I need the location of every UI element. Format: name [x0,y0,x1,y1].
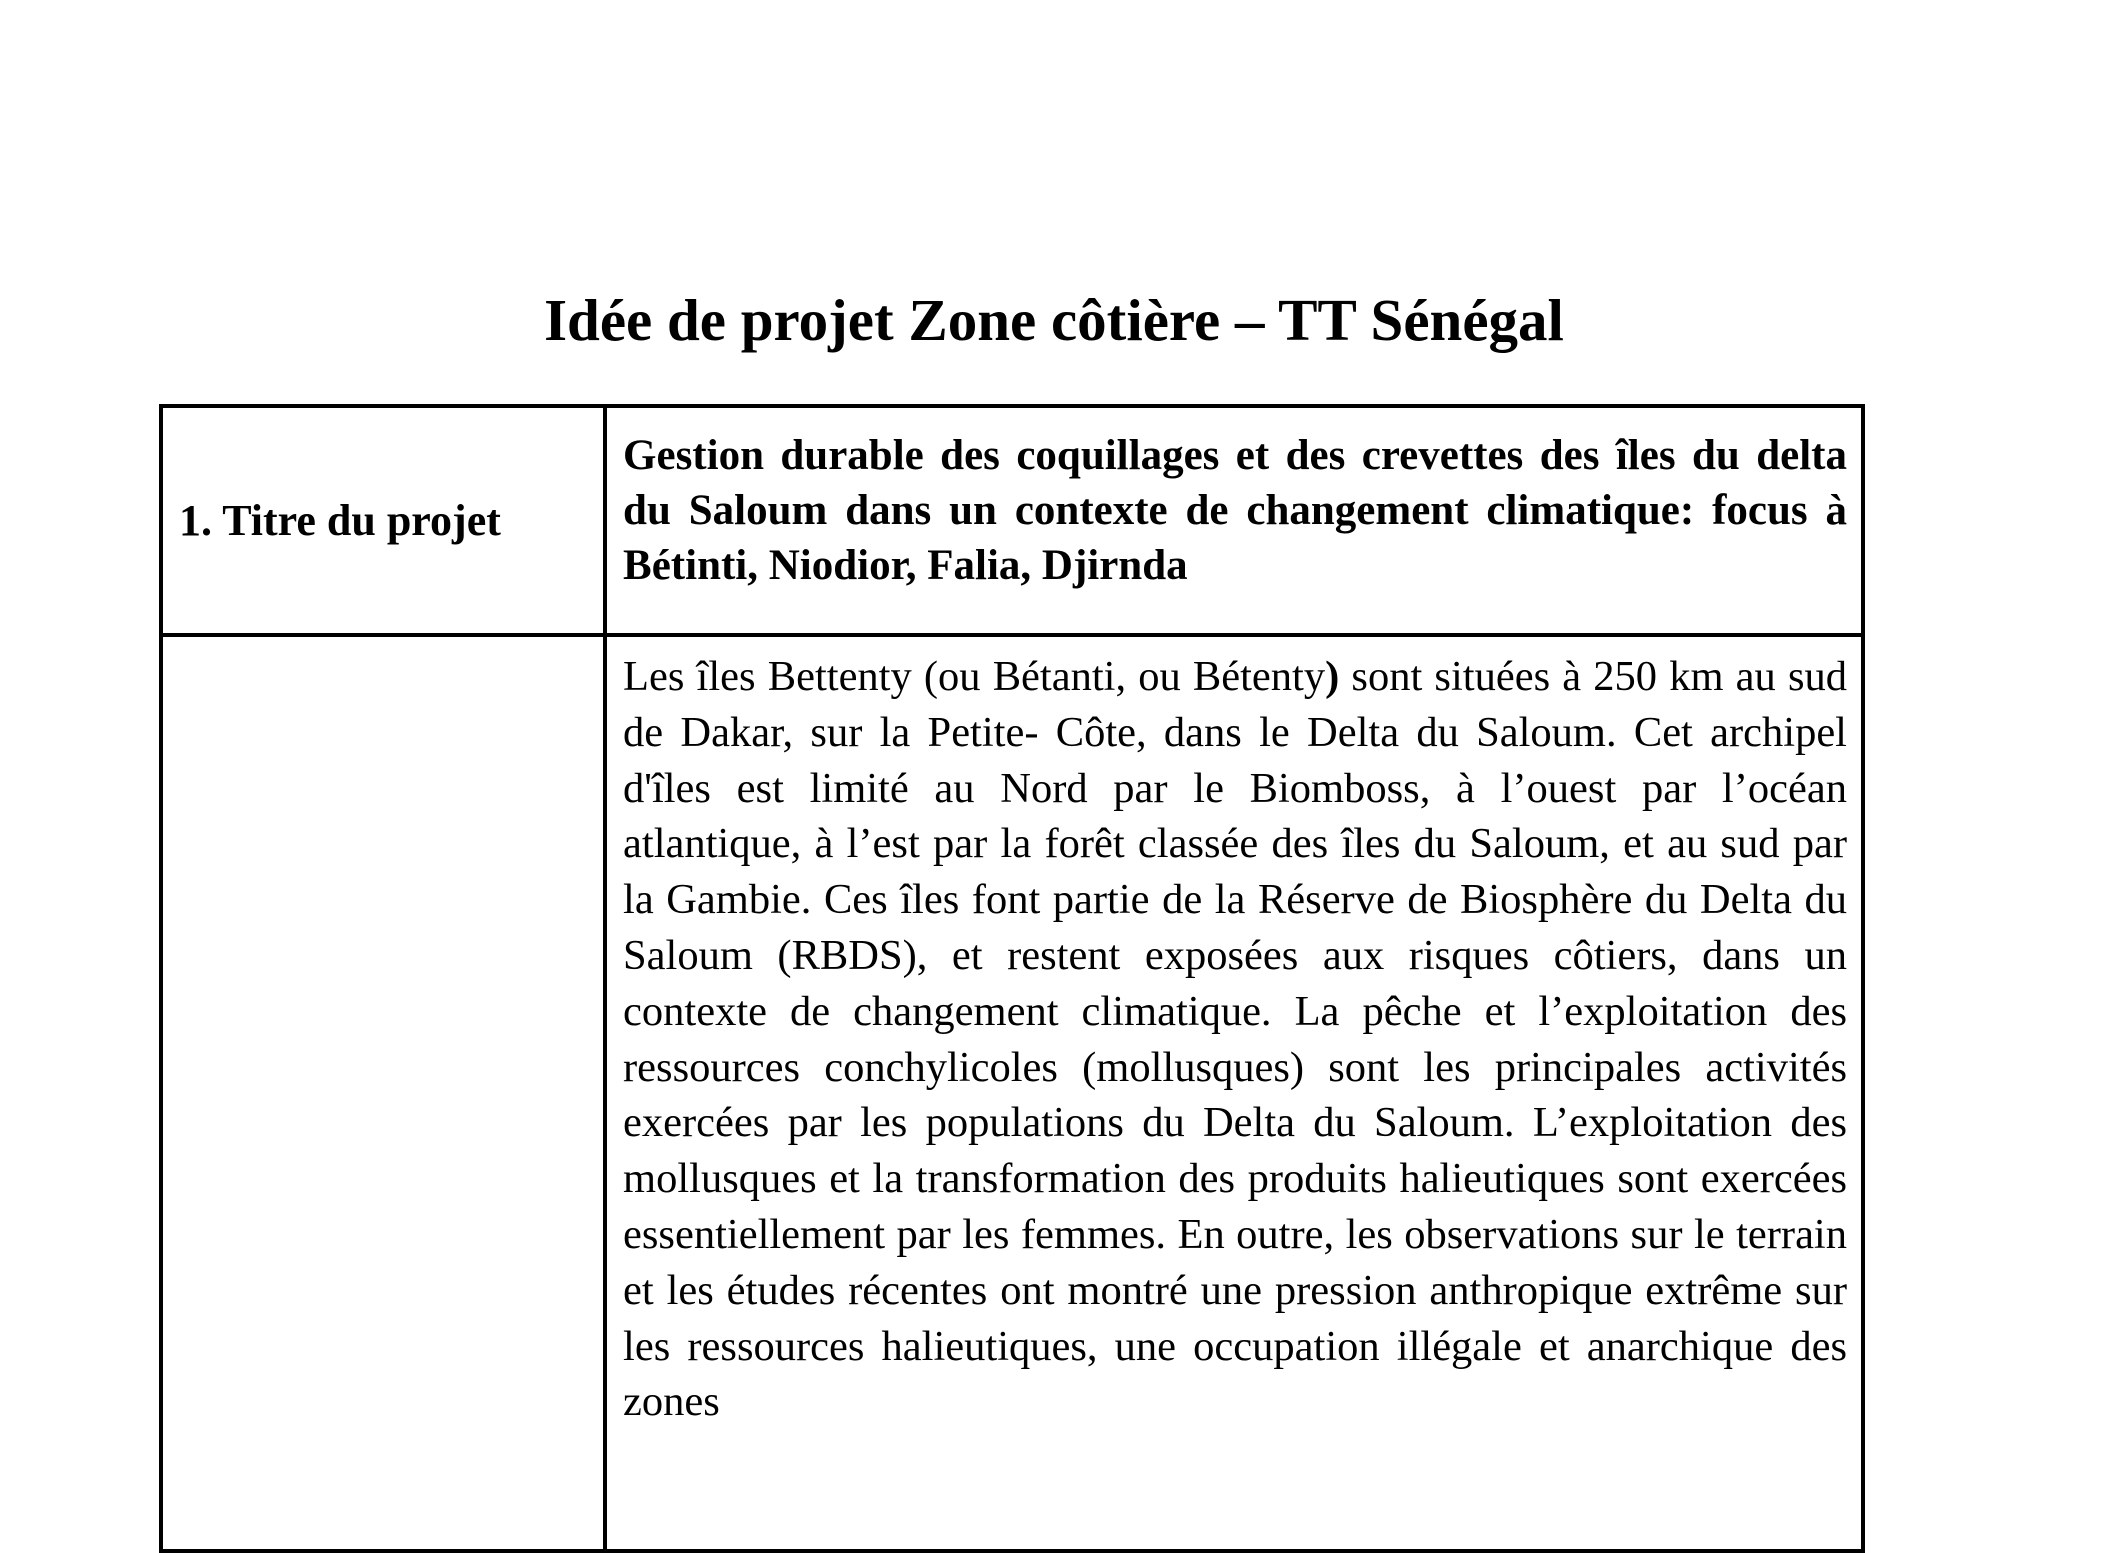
context-label [161,635,605,1551]
context-description [605,635,1863,1551]
context-text-bold-paren: ) [1325,653,1340,700]
project-title-value: Gestion durable des coquillages et des crevettes des îles du delta du Saloum dans un contexte de changement climatique: focus à Bétinti, Niodior, Falia, Djirnda [605,406,1863,635]
project-idea-table [159,404,1865,1553]
table-row-context [161,635,1863,1551]
context-text-part1: Les îles Bettenty (ou Bétanti, ou Bétenty [623,653,1326,700]
context-text-part2: sont situées à 250 km au sud de Dakar, sur la Petite- Côte, dans le Delta du Saloum. Cet archipel d'îles est limité au Nord par le Biomboss, à l’ouest par l’océan atlantique, à l’est par la forêt classée des îles du Saloum, et au sud par la Gambie. Ces îles font partie de la Réserve de Biosphère du Delta du Saloum (RBDS), et restent exposées aux risques côtiers, dans un contexte de changement climatique. La pêche et l’exploitation des ressources conchylicoles (mollusques) sont les principales activités exercées par les populations du Delta du Saloum. L’exploitation des mollusques et la transformation des produits halieutiques sont exercées essentiellement par les femmes. En outre, les observations sur le terrain et les études récentes ont montré une pression anthropique extrême sur les ressources halieutiques, une occupation illégale et anarchique des zones [623,653,1847,1426]
table-row-project-title [161,406,1863,635]
project-title-label: 1. Titre du projet [161,406,605,635]
document-title: Idée de projet Zone côtière – TT Sénégal [544,287,1564,353]
